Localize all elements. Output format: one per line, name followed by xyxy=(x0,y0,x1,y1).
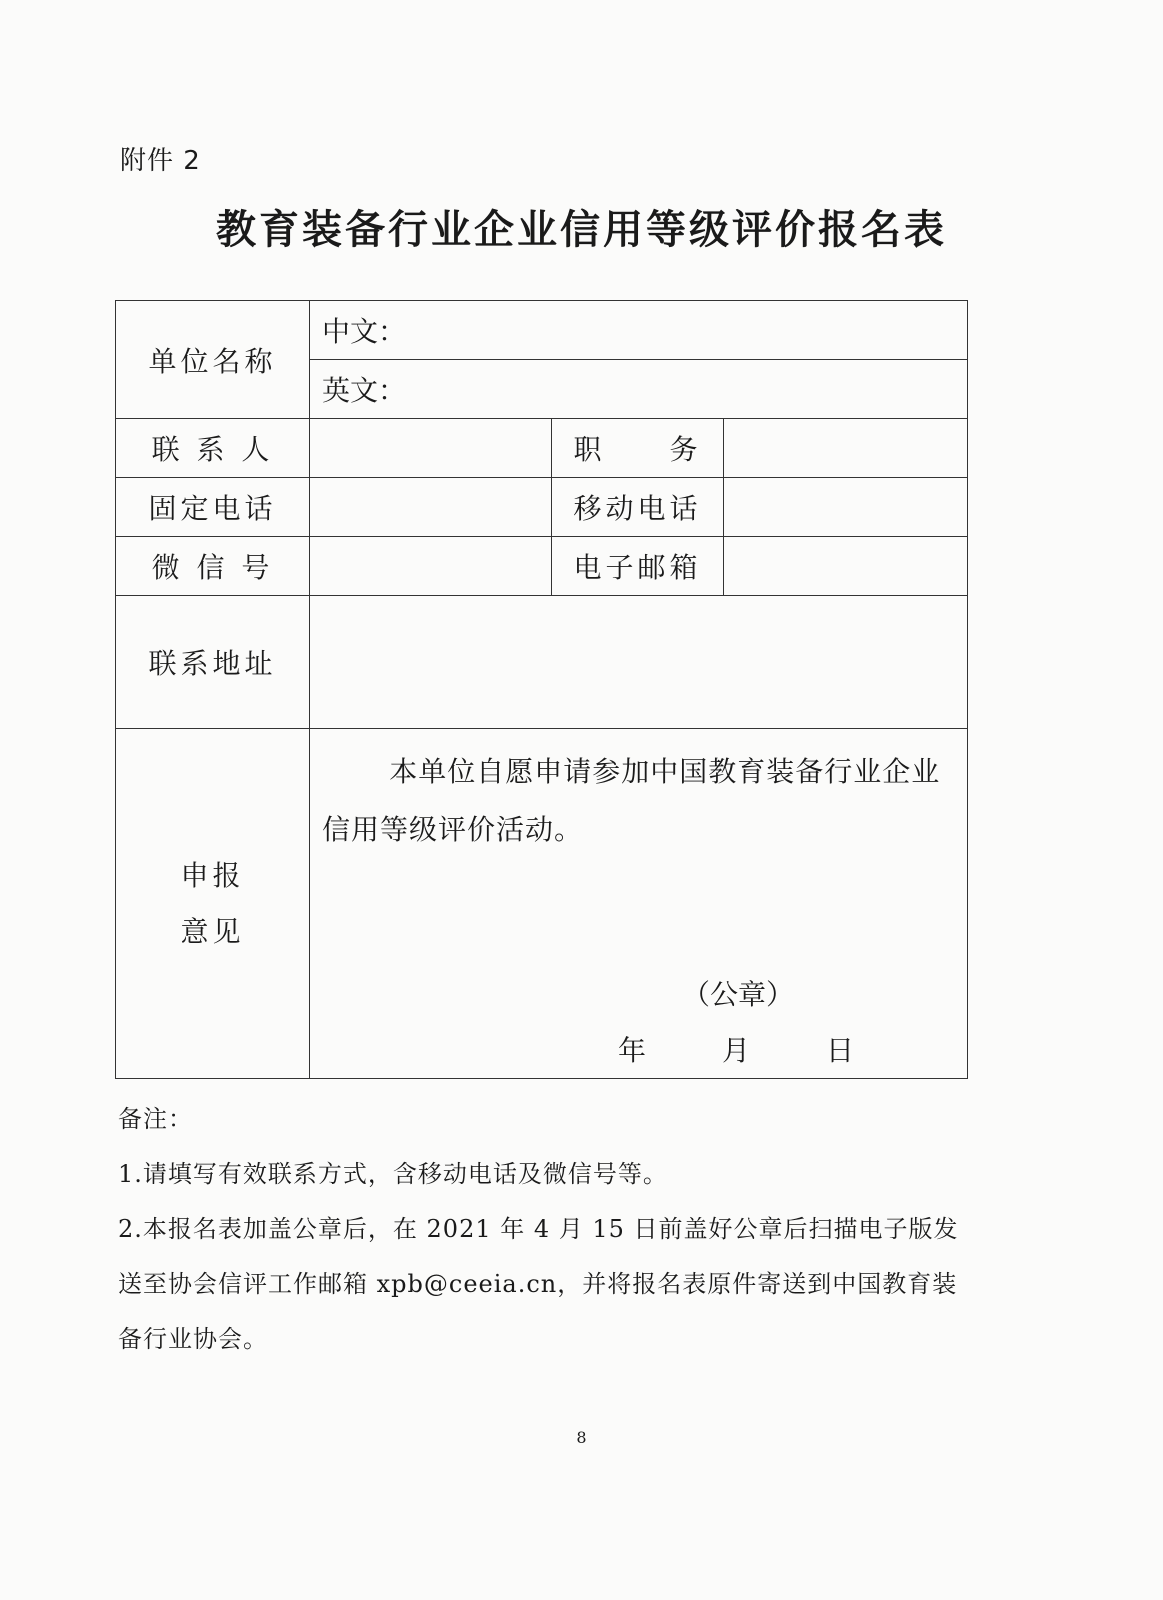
notes-section xyxy=(118,1092,978,1367)
address-field[interactable] xyxy=(310,596,968,729)
address-label: 联系地址 xyxy=(116,596,310,729)
email-field[interactable] xyxy=(724,537,968,596)
registration-form-table xyxy=(115,300,968,1079)
contact-label: 联 系 人 xyxy=(116,419,310,478)
opinion-text: 本单位自愿申请参加中国教育装备行业企业信用等级评价活动。 xyxy=(322,755,941,846)
notes-heading: 备注： xyxy=(118,1105,193,1133)
opinion-label-line1: 申报 xyxy=(180,858,245,892)
english-label: 英文： xyxy=(322,374,407,407)
date-year-label: 年 xyxy=(618,1034,647,1067)
opinion-label xyxy=(116,729,310,1079)
date-line xyxy=(618,1029,854,1069)
phone-label: 固定电话 xyxy=(116,478,310,537)
position-label: 职 务 xyxy=(552,419,724,478)
english-name-field[interactable] xyxy=(310,360,968,419)
wechat-label: 微 信 号 xyxy=(116,537,310,596)
page-number: 8 xyxy=(576,1428,587,1447)
notes-item-1: 1.请填写有效联系方式，含移动电话及微信号等。 xyxy=(118,1160,668,1188)
chinese-name-field[interactable] xyxy=(310,301,968,360)
seal-placeholder: （公章） xyxy=(682,978,795,1011)
date-day-label: 日 xyxy=(826,1034,855,1067)
mobile-label: 移动电话 xyxy=(552,478,724,537)
notes-item-2: 2.本报名表加盖公章后，在 2021 年 4 月 15 日前盖好公章后扫描电子版发送至协会信评工作邮箱 xpb@ceeia.cn，并将报名表原件寄送到中国教育装备行业协会。 xyxy=(118,1215,959,1353)
date-month-label: 月 xyxy=(722,1034,751,1067)
phone-field[interactable] xyxy=(310,478,552,537)
position-field[interactable] xyxy=(724,419,968,478)
unit-name-label: 单位名称 xyxy=(116,301,310,419)
opinion-field[interactable] xyxy=(310,729,968,1079)
page-title: 教育装备行业企业信用等级评价报名表 xyxy=(216,207,947,253)
opinion-label-line2: 意见 xyxy=(180,914,245,948)
mobile-field[interactable] xyxy=(724,478,968,537)
contact-field[interactable] xyxy=(310,419,552,478)
attachment-label: 附件 2 xyxy=(120,146,201,176)
chinese-label: 中文： xyxy=(322,315,407,348)
wechat-field[interactable] xyxy=(310,537,552,596)
email-label: 电子邮箱 xyxy=(552,537,724,596)
